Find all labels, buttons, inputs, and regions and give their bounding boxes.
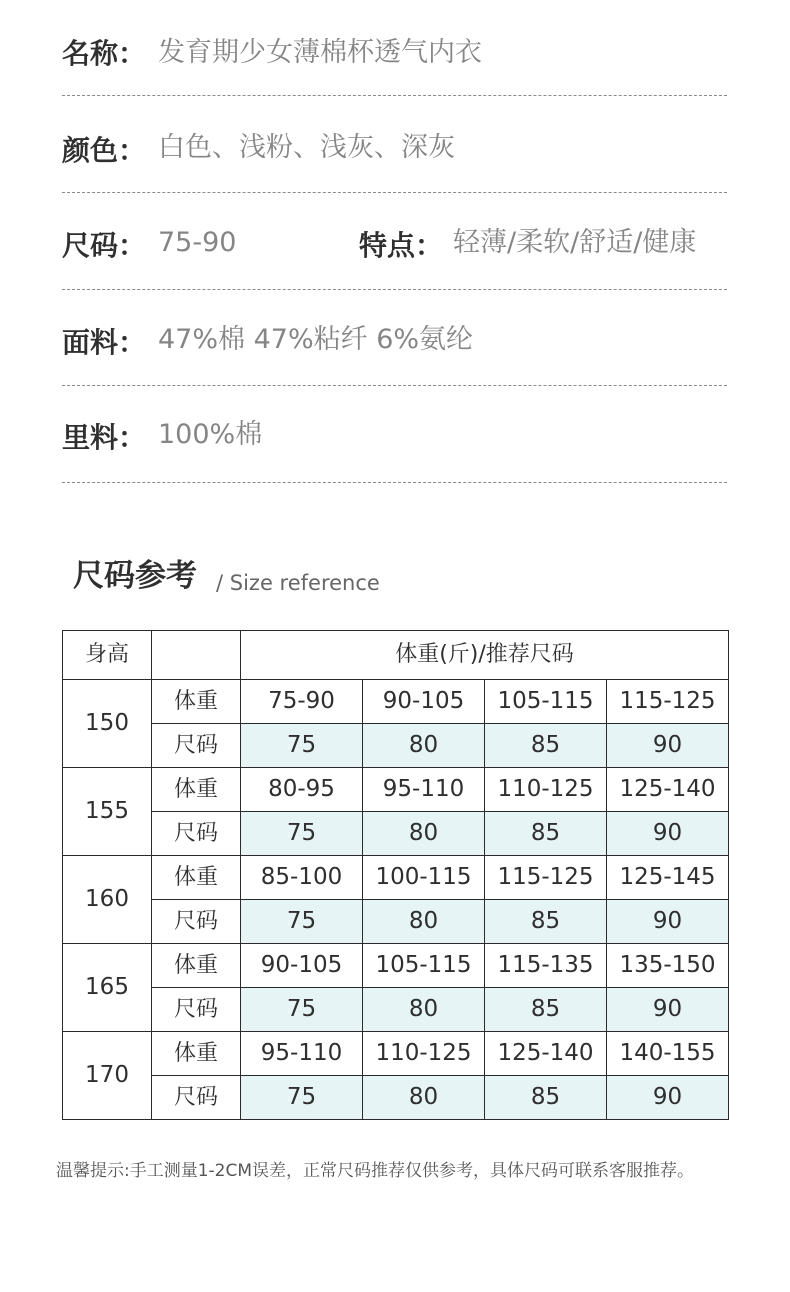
name-value: 发育期少女薄棉杯透气内衣 xyxy=(158,37,482,68)
size-cell: 75 xyxy=(241,900,363,944)
size-label-cell: 尺码 xyxy=(152,900,241,944)
size-cell: 90 xyxy=(607,724,729,768)
weight-label-cell: 体重 xyxy=(152,768,241,812)
size-cell: 80 xyxy=(363,812,485,856)
size-cell: 75 xyxy=(241,988,363,1032)
size-cell: 90 xyxy=(607,1076,729,1120)
feature-label: 特点： xyxy=(359,229,444,262)
section-title: 尺码参考 xyxy=(73,558,197,594)
weight-cell: 115-125 xyxy=(485,856,607,900)
weight-cell: 95-110 xyxy=(363,768,485,812)
table-row-weight xyxy=(63,1032,729,1076)
weight-cell: 135-150 xyxy=(607,944,729,988)
lining-label: 里料： xyxy=(62,421,147,454)
color-label: 颜色： xyxy=(62,134,147,167)
info-row-size-feature xyxy=(62,194,727,290)
size-cell: 80 xyxy=(363,724,485,768)
weight-label-cell: 体重 xyxy=(152,944,241,988)
height-cell: 165 xyxy=(63,944,152,1032)
size-cell: 80 xyxy=(363,1076,485,1120)
weight-cell: 95-110 xyxy=(241,1032,363,1076)
weight-cell: 110-125 xyxy=(363,1032,485,1076)
height-cell: 170 xyxy=(63,1032,152,1120)
size-cell: 80 xyxy=(363,900,485,944)
table-row-weight xyxy=(63,768,729,812)
table-row-weight xyxy=(63,856,729,900)
size-cell: 85 xyxy=(485,988,607,1032)
table-row-weight xyxy=(63,680,729,724)
weight-cell: 85-100 xyxy=(241,856,363,900)
size-label-cell: 尺码 xyxy=(152,724,241,768)
header-height: 身高 xyxy=(63,631,152,680)
table-row-size xyxy=(63,988,729,1032)
table-row-weight xyxy=(63,944,729,988)
table-row-size xyxy=(63,900,729,944)
weight-cell: 125-140 xyxy=(607,768,729,812)
weight-cell: 90-105 xyxy=(363,680,485,724)
header-weight-size: 体重(斤)/推荐尺码 xyxy=(241,631,729,680)
info-row-name xyxy=(62,0,727,96)
size-cell: 75 xyxy=(241,1076,363,1120)
size-cell: 75 xyxy=(241,812,363,856)
size-table xyxy=(62,630,729,1120)
weight-cell: 110-125 xyxy=(485,768,607,812)
height-cell: 160 xyxy=(63,856,152,944)
header-empty xyxy=(152,631,241,680)
table-row-size xyxy=(63,812,729,856)
weight-cell: 115-135 xyxy=(485,944,607,988)
size-cell: 80 xyxy=(363,988,485,1032)
size-label: 尺码： xyxy=(62,229,147,262)
size-label-cell: 尺码 xyxy=(152,988,241,1032)
weight-label-cell: 体重 xyxy=(152,680,241,724)
weight-label-cell: 体重 xyxy=(152,1032,241,1076)
weight-cell: 105-115 xyxy=(485,680,607,724)
weight-cell: 80-95 xyxy=(241,768,363,812)
weight-cell: 140-155 xyxy=(607,1032,729,1076)
height-cell: 150 xyxy=(63,680,152,768)
table-header-row xyxy=(63,631,729,680)
size-cell: 90 xyxy=(607,988,729,1032)
weight-cell: 105-115 xyxy=(363,944,485,988)
size-label-cell: 尺码 xyxy=(152,1076,241,1120)
weight-cell: 100-115 xyxy=(363,856,485,900)
info-row-color xyxy=(62,97,727,193)
size-cell: 85 xyxy=(485,724,607,768)
weight-cell: 75-90 xyxy=(241,680,363,724)
size-cell: 85 xyxy=(485,1076,607,1120)
section-subtitle: / Size reference xyxy=(216,571,380,595)
feature-value: 轻薄/柔软/舒适/健康 xyxy=(453,227,697,258)
fabric-label: 面料： xyxy=(62,326,147,359)
weight-cell: 115-125 xyxy=(607,680,729,724)
name-label: 名称： xyxy=(62,37,147,70)
color-value: 白色、浅粉、浅灰、深灰 xyxy=(158,132,455,163)
size-cell: 90 xyxy=(607,812,729,856)
weight-label-cell: 体重 xyxy=(152,856,241,900)
size-cell: 75 xyxy=(241,724,363,768)
size-value: 75-90 xyxy=(158,227,237,258)
table-row-size xyxy=(63,1076,729,1120)
weight-cell: 125-140 xyxy=(485,1032,607,1076)
size-cell: 85 xyxy=(485,900,607,944)
table-row-size xyxy=(63,724,729,768)
weight-cell: 90-105 xyxy=(241,944,363,988)
height-cell: 155 xyxy=(63,768,152,856)
info-row-fabric xyxy=(62,290,727,386)
size-label-cell: 尺码 xyxy=(152,812,241,856)
lining-value: 100%棉 xyxy=(158,419,263,450)
info-row-lining xyxy=(62,387,727,483)
footer-note: 温馨提示:手工测量1-2CM误差，正常尺码推荐仅供参考，具体尺码可联系客服推荐。 xyxy=(56,1161,695,1181)
fabric-value: 47%棉 47%粘纤 6%氨纶 xyxy=(158,324,474,355)
size-cell: 90 xyxy=(607,900,729,944)
weight-cell: 125-145 xyxy=(607,856,729,900)
size-cell: 85 xyxy=(485,812,607,856)
